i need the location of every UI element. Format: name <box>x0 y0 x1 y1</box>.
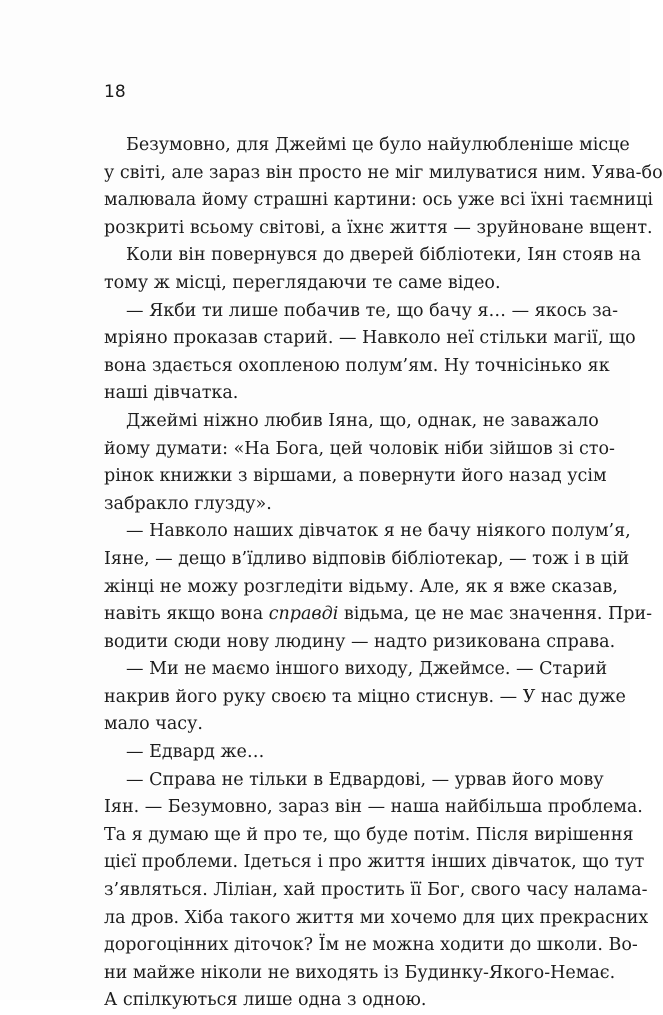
text-segment: навіть якщо вона <box>104 604 269 625</box>
text-line: малювала йому страшні картини: ось уже всі їхні таємниці <box>104 190 653 211</box>
text-line: Безумовно, для Джеймі це було найулюбленіше місце <box>126 135 630 155</box>
text-line: Коли він повернувся до дверей бібліотеки, Іян стояв на <box>126 245 642 266</box>
text-line: ни майже ніколи не виходять із Будинку-Якого-Немає. <box>104 962 616 983</box>
text-line: — Едвард же… <box>126 742 265 763</box>
text-line: ла дров. Хіба такого життя ми хочемо для цих прекрасних <box>104 907 649 928</box>
text-line: дорогоцінних діточок? Їм не можна ходити до школи. Во- <box>104 935 638 956</box>
text-line: накрив його руку своєю та міцно стиснув. — У нас дуже <box>104 686 626 707</box>
text-line: Та я думаю ще й про те, що буде потім. Після вирішення <box>104 824 634 845</box>
page-number: 18 <box>104 82 126 102</box>
text-line: розкриті всьому світові, а їхнє життя — зруйноване вщент. <box>104 217 653 238</box>
text-segment: відьма, це не має значення. При- <box>338 604 653 625</box>
text-line <box>104 601 653 629</box>
text-line: з’являться. Ліліан, хай простить її Бог, свого часу налама- <box>104 880 648 901</box>
text-line: наші дівчатка. <box>104 383 239 404</box>
text-line: мріяно проказав старий. — Навколо неї стільки магії, що <box>104 328 636 349</box>
text-line: — Навколо наших дівчаток я не бачу ніякого полум’я, <box>126 521 631 542</box>
text-line: — Справа не тільки в Едвардові, — урвав його мову <box>126 769 604 790</box>
text-line: — Якби ти лише побачив те, що бачу я… — якось за- <box>126 300 618 321</box>
text-line: Іян. — Безумовно, зараз він — наша найбільша проблема. <box>104 797 643 818</box>
text-line: вона здається охопленою полум’ям. Ну точнісінько як <box>104 355 610 376</box>
text-line: тому ж місці, переглядаючи те саме відео. <box>104 272 501 293</box>
text-line: йому думати: «На Бога, цей чоловік ніби зійшов зі сто- <box>104 438 615 459</box>
text-line: Іяне, — дещо в’їдливо відповів бібліотекар, — тож і в цій <box>104 548 630 569</box>
text-line: А спілкуються лише одна з одною. <box>104 990 427 1011</box>
italic-emphasis: справді <box>268 604 339 625</box>
text-line: рінок книжки з віршами, а повернути його назад усім <box>104 466 607 487</box>
body-text <box>104 132 663 1015</box>
text-line: жінці не можу розгледіти відьму. Але, як я вже сказав, <box>104 576 618 597</box>
text-line: водити сюди нову людину — надто ризикована справа. <box>104 631 616 652</box>
text-line: мало часу. <box>104 714 203 735</box>
text-line: — Ми не маємо іншого виходу, Джеймсе. — Старий <box>126 659 608 680</box>
text-line: у світі, але зараз він просто не міг милуватися ним. Уява-бо <box>104 162 663 183</box>
text-line: цієї проблеми. Ідеться і про життя інших дівчаток, що тут <box>104 852 645 873</box>
text-line: забракло глузду». <box>104 493 272 514</box>
text-line: Джеймі ніжно любив Іяна, що, однак, не заважало <box>126 410 599 431</box>
